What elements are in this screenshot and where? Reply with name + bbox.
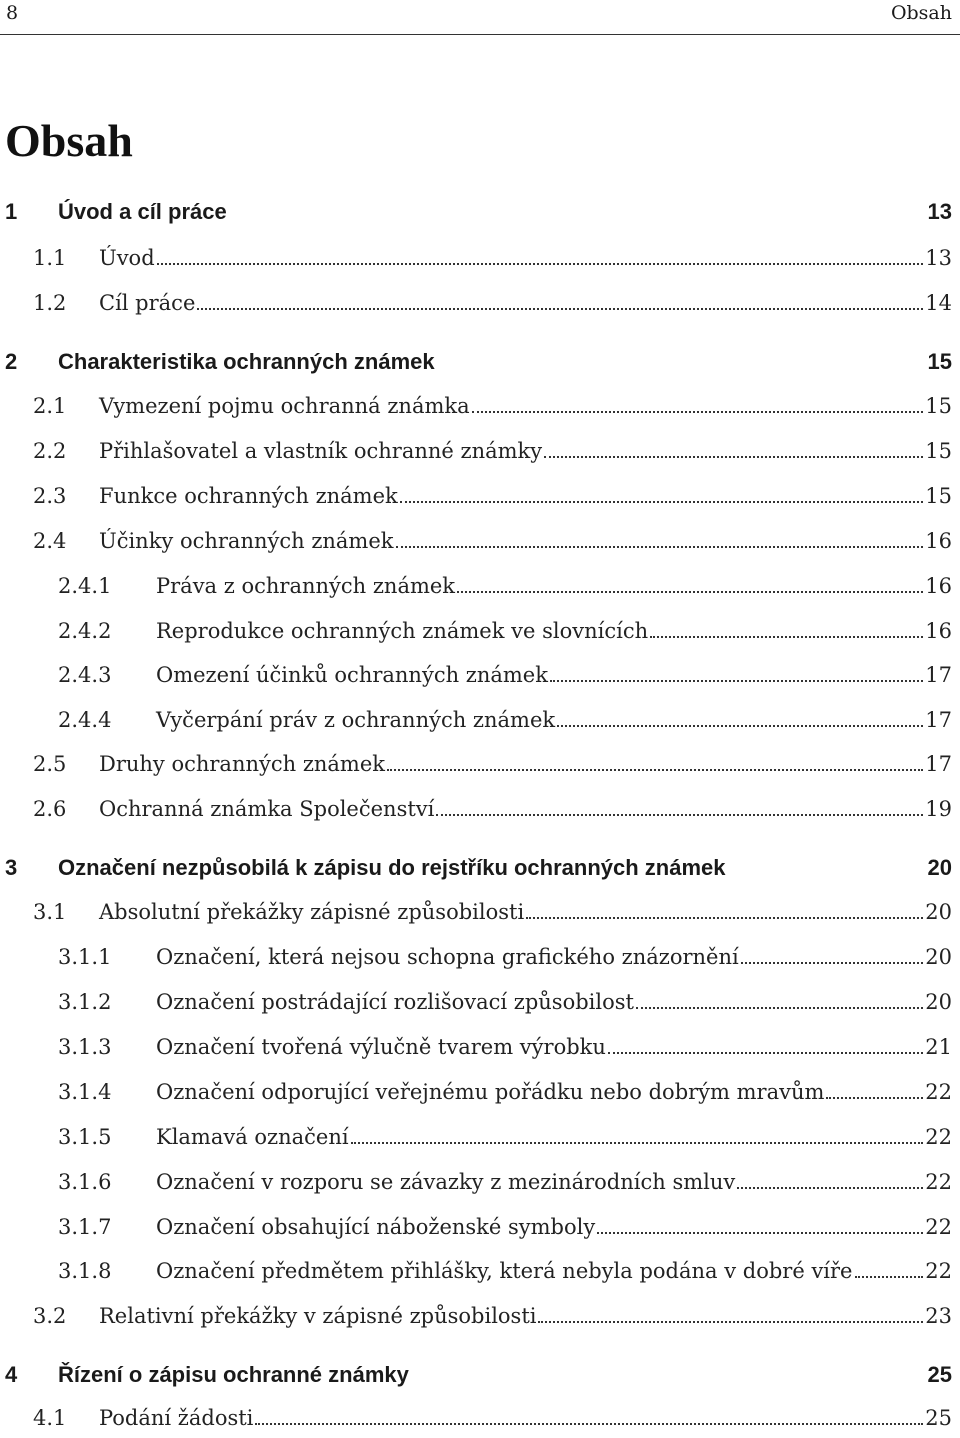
header-rule: [0, 34, 960, 35]
toc-entry-number: 2.2: [33, 439, 67, 463]
toc-entry-page: 17: [925, 752, 952, 776]
toc-entry-3-1-5[interactable]: [0, 1125, 960, 1157]
toc-entry-title: Vyčerpání práv z ochranných známek: [156, 708, 556, 732]
toc-entry-2-5[interactable]: [0, 752, 960, 784]
toc-entry-number: 2.4.3: [58, 663, 112, 687]
toc-entry-page: 13: [925, 246, 952, 270]
toc-entry-title: Označení obsahující náboženské symboly: [156, 1215, 596, 1239]
toc-entry-1-1[interactable]: [0, 246, 960, 278]
toc-entry-page: 25: [925, 1406, 952, 1430]
toc-dot-leader: [197, 308, 923, 310]
toc-dot-leader: [597, 1232, 923, 1234]
toc-entry-title: Charakteristika ochranných známek: [58, 349, 435, 374]
toc-entry-page: 20: [925, 945, 952, 969]
toc-entry-page: 13: [927, 199, 952, 224]
toc-entry-title: Reprodukce ochranných známek ve slovnících: [156, 619, 649, 643]
toc-entry-3[interactable]: [0, 855, 960, 887]
toc-entry-number: 3.1.6: [58, 1170, 112, 1194]
toc-entry-page: 23: [925, 1304, 952, 1328]
toc-entry-2-4-3[interactable]: [0, 663, 960, 695]
toc-entry-title: Funkce ochranných známek: [99, 484, 398, 508]
toc-entry-page: 20: [927, 855, 952, 880]
toc-entry-number: 1.2: [33, 291, 67, 315]
toc-entry-number: 2.1: [33, 394, 67, 418]
toc-entry-number: 4: [5, 1362, 18, 1387]
toc-dot-leader: [650, 636, 923, 638]
toc-entry-title: Označení, která nejsou schopna grafického znázornění: [156, 945, 739, 969]
toc-entry-title: Přihlašovatel a vlastník ochranné známky: [99, 439, 543, 463]
toc-entry-page: 22: [925, 1215, 952, 1239]
toc-entry-page: 16: [925, 529, 952, 553]
toc-entry-title: Klamavá označení: [156, 1125, 349, 1149]
toc-entry-title: Omezení účinků ochranných známek: [156, 663, 548, 687]
toc-entry-title: Řízení o zápisu ochranné známky: [58, 1362, 409, 1387]
toc-dot-leader: [826, 1097, 923, 1099]
toc-entry-title: Absolutní překážky zápisné způsobilosti: [99, 900, 525, 924]
toc-entry-page: 15: [925, 394, 952, 418]
toc-entry-title: Relativní překážky v zápisné způsobilosti: [99, 1304, 537, 1328]
toc-entry-page: 22: [925, 1125, 952, 1149]
toc-entry-title: Označení předmětem přihlášky, která nebyla podána v dobré víře: [156, 1259, 853, 1283]
toc-entry-page: 15: [927, 349, 952, 374]
toc-entry-4-1[interactable]: [0, 1406, 960, 1438]
toc-entry-number: 3.1.5: [58, 1125, 112, 1149]
toc-entry-2-2[interactable]: [0, 439, 960, 471]
toc-entry-number: 2.4.2: [58, 619, 112, 643]
toc-entry-2-4[interactable]: [0, 529, 960, 561]
toc-entry-page: 17: [925, 708, 952, 732]
toc-dot-leader: [255, 1423, 923, 1425]
toc-entry-page: 15: [925, 439, 952, 463]
toc-entry-number: 3.1.1: [58, 945, 112, 969]
toc-dot-leader: [387, 769, 923, 771]
toc-entry-number: 2.3: [33, 484, 67, 508]
toc-entry-title: Cíl práce: [99, 291, 196, 315]
toc-entry-number: 1.1: [33, 246, 67, 270]
toc-dot-leader: [400, 501, 923, 503]
toc-dot-leader: [457, 591, 923, 593]
toc-entry-page: 21: [925, 1035, 952, 1059]
toc-entry-3-1-2[interactable]: [0, 990, 960, 1022]
toc-entry-page: 22: [925, 1170, 952, 1194]
toc-entry-page: 17: [925, 663, 952, 687]
toc-entry-title: Označení v rozporu se závazky z mezinárodních smluv: [156, 1170, 736, 1194]
toc-entry-number: 2.4.4: [58, 708, 112, 732]
toc-entry-2-4-2[interactable]: [0, 619, 960, 651]
toc-entry-3-1-6[interactable]: [0, 1170, 960, 1202]
toc-entry-page: 20: [925, 900, 952, 924]
toc-entry-number: 3.1.2: [58, 990, 112, 1014]
toc-entry-number: 3.1.4: [58, 1080, 112, 1104]
toc-entry-4[interactable]: [0, 1362, 960, 1394]
toc-dot-leader: [737, 1187, 923, 1189]
toc-entry-3-1-8[interactable]: [0, 1259, 960, 1291]
toc-entry-page: 20: [925, 990, 952, 1014]
toc-entry-number: 2: [5, 349, 18, 374]
toc-entry-3-1-3[interactable]: [0, 1035, 960, 1067]
toc-entry-3-1[interactable]: [0, 900, 960, 932]
toc-entry-1[interactable]: [0, 199, 960, 231]
toc-entry-1-2[interactable]: [0, 291, 960, 323]
toc-entry-title: Označení odporující veřejnému pořádku nebo dobrým mravům: [156, 1080, 825, 1104]
toc-entry-title: Označení nezpůsobilá k zápisu do rejstříku ochranných známek: [58, 855, 726, 880]
header-page-number: 8: [6, 2, 19, 24]
toc-entry-number: 3.1: [33, 900, 67, 924]
toc-dot-leader: [636, 1007, 923, 1009]
toc-entry-2-6[interactable]: [0, 797, 960, 829]
toc-dot-leader: [472, 411, 923, 413]
toc-entry-3-2[interactable]: [0, 1304, 960, 1336]
toc-entry-number: 3.2: [33, 1304, 67, 1328]
toc-entry-number: 4.1: [33, 1406, 67, 1430]
toc-entry-page: 14: [925, 291, 952, 315]
toc-entry-3-1-1[interactable]: [0, 945, 960, 977]
toc-entry-number: 2.5: [33, 752, 67, 776]
toc-dot-leader: [855, 1276, 923, 1278]
header-section-name: Obsah: [890, 2, 952, 24]
toc-entry-title: Ochranná známka Společenství: [99, 797, 435, 821]
toc-entry-page: 15: [925, 484, 952, 508]
toc-entry-page: 19: [925, 797, 952, 821]
toc-entry-number: 2.4: [33, 529, 67, 553]
toc-entry-2-4-4[interactable]: [0, 708, 960, 740]
toc-entry-title: Označení postrádající rozlišovací způsobilost: [156, 990, 634, 1014]
toc-entry-2[interactable]: [0, 349, 960, 381]
page-title: Obsah: [5, 115, 133, 166]
toc-entry-title: Označení tvořená výlučně tvarem výrobku: [156, 1035, 606, 1059]
toc-dot-leader: [557, 725, 923, 727]
toc-entry-3-1-4[interactable]: [0, 1080, 960, 1112]
toc-entry-number: 3.1.8: [58, 1259, 112, 1283]
toc-dot-leader: [396, 546, 923, 548]
toc-entry-number: 1: [5, 199, 18, 224]
toc-entry-page: 16: [925, 619, 952, 643]
toc-entry-page: 16: [925, 574, 952, 598]
toc-dot-leader: [550, 680, 923, 682]
toc-entry-number: 2.6: [33, 797, 67, 821]
toc-entry-title: Druhy ochranných známek: [99, 752, 386, 776]
toc-entry-3-1-7[interactable]: [0, 1215, 960, 1247]
toc-dot-leader: [538, 1321, 923, 1323]
toc-entry-page: 22: [925, 1259, 952, 1283]
toc-dot-leader: [526, 917, 923, 919]
toc-entry-title: Účinky ochranných známek: [99, 529, 394, 553]
toc-entry-page: 22: [925, 1080, 952, 1104]
toc-entry-title: Vymezení pojmu ochranná známka: [99, 394, 470, 418]
toc-entry-title: Úvod: [99, 246, 155, 270]
toc-entry-2-4-1[interactable]: [0, 574, 960, 606]
toc-dot-leader: [608, 1052, 923, 1054]
toc-entry-page: 25: [927, 1362, 952, 1387]
toc-dot-leader: [741, 962, 923, 964]
toc-dot-leader: [544, 456, 923, 458]
toc-entry-number: 3.1.7: [58, 1215, 112, 1239]
toc-entry-number: 3.1.3: [58, 1035, 112, 1059]
toc-dot-leader: [351, 1142, 923, 1144]
toc-dot-leader: [436, 814, 923, 816]
toc-entry-number: 2.4.1: [58, 574, 112, 598]
toc-entry-number: 3: [5, 855, 18, 880]
toc-entry-2-3[interactable]: [0, 484, 960, 516]
toc-entry-title: Úvod a cíl práce: [58, 199, 227, 224]
toc-entry-title: Práva z ochranných známek: [156, 574, 456, 598]
toc-dot-leader: [157, 263, 923, 265]
toc-entry-title: Podání žádosti: [99, 1406, 254, 1430]
toc-entry-2-1[interactable]: [0, 394, 960, 426]
